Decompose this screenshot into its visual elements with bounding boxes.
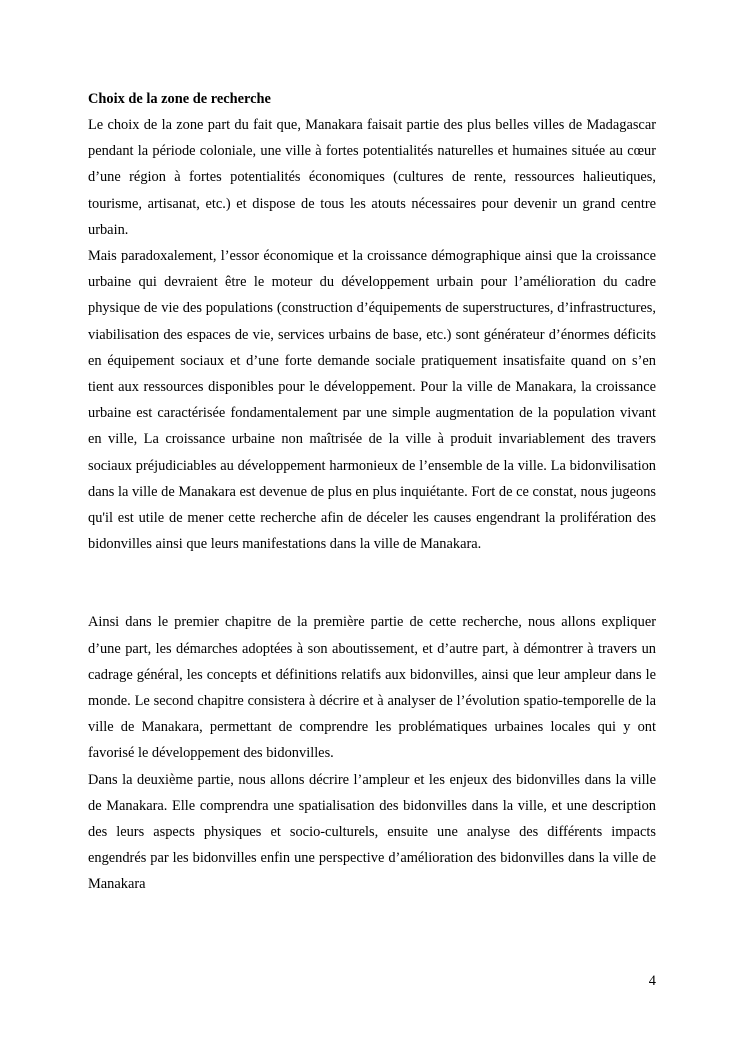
document-page <box>88 86 656 898</box>
paragraph-gap <box>88 557 656 609</box>
paragraph-paradox: Mais paradoxalement, l’essor économique et la croissance démographique ainsi que la croissance urbaine qui devraient être le moteur du développement urbain pour l’amélioration du cadre physique de vie des populations (construction d’équipements de superstructures, d’infrastructures, viabilisation des espaces de vie, services urbains de base, etc.) sont générateur d’énormes déficits en équipement sociaux et d’une forte demande sociale pratiquement insatisfaite quand on s’en tient aux ressources disponibles pour le développement. Pour la ville de Manakara, la croissance urbaine est caractérisée fondamentalement par une simple augmentation de la population vivant en ville, La croissance urbaine non maîtrisée de la ville à produit invariablement des travers sociaux préjudiciables au développement harmonieux de l’ensemble de la ville. La bidonvilisation dans la ville de Manakara est devenue de plus en plus inquiétante. Fort de ce constat, nous jugeons qu'il est utile de mener cette recherche afin de déceler les causes engendrant la prolifération des bidonvilles ainsi que leurs manifestations dans la ville de Manakara. <box>88 248 656 553</box>
paragraph-zone-choice: Le choix de la zone part du fait que, Manakara faisait partie des plus belles villes de Madagascar pendant la période coloniale, une ville à fortes potentialités naturelles et humaines située au cœur d’une région à fortes potentialités économiques (cultures de rente, ressources halieutiques, tourisme, artisanat, etc.) et dispose de tous les atouts nécessaires pour devenir un grand centre urbain. <box>88 117 656 238</box>
paragraph-second-part: Dans la deuxième partie, nous allons décrire l’ampleur et les enjeux des bidonvilles dans la ville de Manakara. Elle comprendra une spatialisation des bidonvilles dans la ville, et une description des leurs aspects physiques et socio-culturels, ensuite une analyse des différents impacts engendrés par les bidonvilles enfin une perspective d’amélioration des bidonvilles dans la ville de Manakara <box>88 771 656 893</box>
paragraph-first-part: Ainsi dans le premier chapitre de la première partie de cette recherche, nous allons expliquer d’une part, les démarches adoptées à son aboutissement, et d’autre part, à démontrer à travers un cadrage général, les concepts et définitions relatifs aux bidonvilles, ainsi que leur ampleur dans le monde. Le second chapitre consistera à décrire et à analyser de l’évolution spatio-temporelle de la ville de Manakara, permettant de comprendre les problématiques urbaines locales qui y ont favorisé le développement des bidonvilles. <box>88 614 656 762</box>
page-number: 4 <box>648 973 656 989</box>
section-heading: Choix de la zone de recherche <box>88 91 271 107</box>
